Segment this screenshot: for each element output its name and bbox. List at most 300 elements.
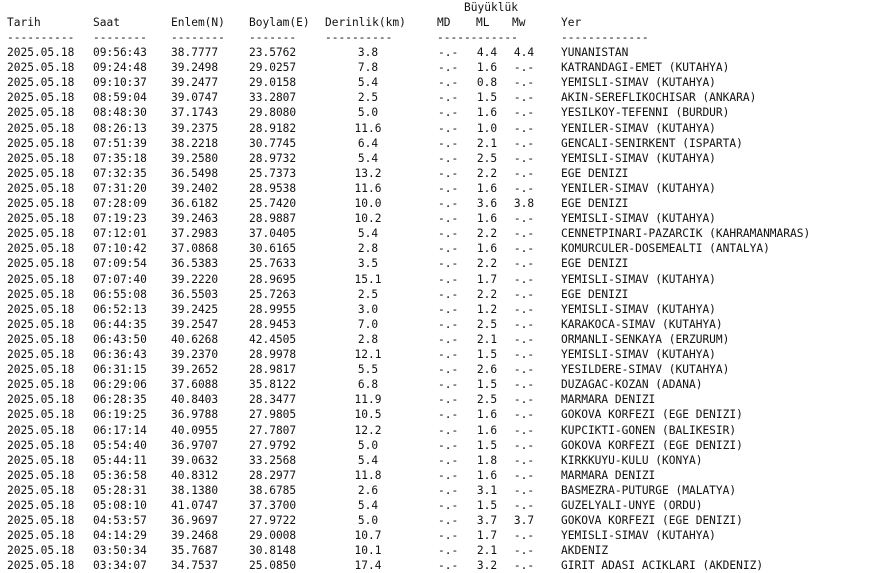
event-latitude: 40.8403 — [171, 393, 219, 407]
event-longitude: 38.6785 — [249, 483, 297, 497]
event-md: -.- — [438, 136, 459, 150]
event-location: KATRANDAGI-EMET (KUTAHYA) — [561, 61, 730, 75]
event-ml: 2.2 — [476, 287, 498, 301]
event-time: 06:36:43 — [93, 348, 147, 361]
event-md: -.- — [438, 499, 459, 512]
event-longitude: 25.0850 — [249, 559, 297, 573]
event-date: 2025.05.18 — [7, 332, 75, 346]
event-mw: -.- — [513, 61, 535, 75]
event-location: EGE DENIZI — [561, 197, 629, 210]
event-longitude: 42.4505 — [249, 332, 297, 346]
event-depth: 5.4 — [357, 151, 379, 165]
event-mw: -.- — [513, 136, 535, 150]
event-ml: 1.6 — [476, 181, 498, 195]
event-depth: 6.4 — [357, 136, 379, 150]
table-row — [0, 196, 883, 211]
event-mw: -.- — [513, 423, 535, 437]
event-latitude: 39.2580 — [171, 151, 219, 165]
event-date: 2025.05.18 — [7, 393, 75, 407]
event-time: 06:43:50 — [93, 332, 147, 346]
event-longitude: 33.2807 — [249, 91, 297, 105]
event-location: YEMISLI-SIMAV (KUTAHYA) — [561, 76, 716, 90]
header-date: Tarih — [7, 16, 41, 29]
event-time: 06:17:14 — [93, 423, 147, 437]
event-date: 2025.05.18 — [7, 121, 75, 135]
header-md: MD — [437, 16, 451, 29]
event-date: 2025.05.18 — [7, 317, 75, 331]
event-mw: -.- — [513, 499, 535, 512]
event-latitude: 38.2218 — [171, 136, 219, 150]
event-time: 06:55:08 — [93, 287, 147, 301]
event-mw: -.- — [513, 272, 535, 286]
table-row — [0, 558, 883, 573]
event-location: EGE DENIZI — [561, 287, 629, 301]
event-latitude: 36.9707 — [171, 438, 219, 452]
underline-longitude: ------- — [249, 31, 297, 44]
event-mw: -.- — [513, 332, 535, 346]
table-row — [0, 121, 883, 136]
event-mw: -.- — [513, 559, 535, 573]
column-header-row — [0, 15, 883, 30]
event-location: YESILKOY-TEFENNI (BURDUR) — [561, 106, 730, 120]
event-latitude: 39.2425 — [171, 302, 219, 316]
event-ml: 1.8 — [476, 453, 498, 467]
event-depth: 5.0 — [357, 438, 379, 452]
event-mw: 4.4 — [513, 46, 535, 59]
event-location: AKIN-SEREFLIKOCHISAR (ANKARA) — [561, 91, 757, 105]
event-ml: 1.5 — [476, 91, 498, 105]
event-latitude: 39.2547 — [171, 317, 219, 331]
table-row — [0, 423, 883, 438]
event-ml: 2.1 — [476, 544, 498, 558]
event-md: -.- — [438, 91, 459, 105]
event-time: 07:51:39 — [93, 136, 147, 150]
table-row — [0, 151, 883, 166]
event-date: 2025.05.18 — [7, 453, 75, 467]
event-longitude: 29.0158 — [249, 76, 297, 90]
event-time: 09:10:37 — [93, 76, 147, 90]
event-date: 2025.05.18 — [7, 227, 75, 241]
event-depth: 5.4 — [357, 227, 379, 241]
event-latitude: 40.8312 — [171, 468, 219, 482]
header-location: Yer — [561, 16, 582, 29]
event-md: -.- — [438, 257, 459, 271]
event-md: -.- — [438, 453, 459, 467]
event-mw: -.- — [513, 363, 535, 377]
event-latitude: 36.6182 — [171, 197, 219, 210]
header-ml: ML — [476, 16, 490, 29]
event-md: -.- — [438, 287, 459, 301]
event-depth: 11.8 — [354, 468, 382, 482]
event-md: -.- — [438, 106, 459, 120]
event-mw: -.- — [513, 227, 535, 241]
underline-depth: ---------- — [325, 31, 393, 44]
event-ml: 1.5 — [476, 348, 498, 361]
event-time: 07:19:23 — [93, 212, 147, 226]
event-time: 08:59:04 — [93, 91, 147, 105]
event-ml: 3.2 — [476, 559, 498, 573]
header-latitude: Enlem(N) — [171, 16, 225, 29]
event-latitude: 38.7777 — [171, 46, 219, 59]
table-row — [0, 528, 883, 543]
event-ml: 1.6 — [476, 423, 498, 437]
event-date: 2025.05.18 — [7, 272, 75, 286]
event-date: 2025.05.18 — [7, 438, 75, 452]
event-mw: -.- — [513, 257, 535, 271]
event-longitude: 27.9722 — [249, 514, 297, 528]
event-location: ORMANLI-SENKAYA (ERZURUM) — [561, 332, 730, 346]
event-ml: 1.0 — [476, 121, 498, 135]
event-longitude: 35.8122 — [249, 378, 297, 392]
event-location: BASMEZRA-PUTURGE (MALATYA) — [561, 483, 737, 497]
event-depth: 5.4 — [357, 499, 379, 512]
event-depth: 3.0 — [357, 302, 379, 316]
event-ml: 0.8 — [476, 76, 498, 90]
event-latitude: 36.9697 — [171, 514, 219, 528]
event-depth: 10.5 — [354, 408, 382, 422]
event-location: GIRIT ADASI ACIKLARI (AKDENIZ) — [561, 559, 764, 573]
event-depth: 3.8 — [357, 46, 379, 59]
event-date: 2025.05.18 — [7, 348, 75, 361]
event-latitude: 39.2477 — [171, 76, 219, 90]
event-ml: 1.5 — [476, 378, 498, 392]
event-time: 06:52:13 — [93, 302, 147, 316]
event-time: 03:50:34 — [93, 544, 147, 558]
event-mw: -.- — [513, 166, 535, 180]
underline-date: ---------- — [7, 31, 75, 44]
event-location: YEMISLI-SIMAV (KUTAHYA) — [561, 272, 716, 286]
table-row — [0, 513, 883, 528]
event-location: YESILDERE-SIMAV (KUTAHYA) — [561, 363, 730, 377]
event-mw: -.- — [513, 378, 535, 392]
event-depth: 13.2 — [354, 166, 382, 180]
event-date: 2025.05.18 — [7, 423, 75, 437]
event-depth: 10.7 — [354, 529, 382, 543]
event-longitude: 25.7420 — [249, 197, 297, 210]
event-latitude: 36.5503 — [171, 287, 219, 301]
event-longitude: 28.9817 — [249, 363, 297, 377]
event-md: -.- — [438, 363, 459, 377]
header-depth: Derinlik(km) — [325, 16, 406, 29]
event-location: YUNANISTAN — [561, 46, 629, 59]
table-row — [0, 483, 883, 498]
event-depth: 17.4 — [354, 559, 382, 573]
table-row — [0, 60, 883, 75]
event-md: -.- — [438, 348, 459, 361]
event-mw: -.- — [513, 317, 535, 331]
event-date: 2025.05.18 — [7, 106, 75, 120]
event-time: 07:31:20 — [93, 181, 147, 195]
table-row — [0, 136, 883, 151]
event-ml: 2.5 — [476, 317, 498, 331]
event-ml: 2.2 — [476, 227, 498, 241]
underline-magnitude: ------------ — [437, 31, 518, 44]
event-depth: 7.0 — [357, 317, 379, 331]
event-ml: 1.6 — [476, 106, 498, 120]
event-longitude: 23.5762 — [249, 46, 297, 59]
event-longitude: 28.9182 — [249, 121, 297, 135]
event-md: -.- — [438, 317, 459, 331]
table-row — [0, 287, 883, 302]
event-md: -.- — [438, 378, 459, 392]
event-date: 2025.05.18 — [7, 287, 75, 301]
event-time: 06:44:35 — [93, 317, 147, 331]
event-md: -.- — [438, 468, 459, 482]
header-mw: Mw — [512, 16, 526, 29]
event-longitude: 29.0008 — [249, 529, 297, 543]
event-md: -.- — [438, 529, 459, 543]
event-time: 07:28:09 — [93, 197, 147, 210]
event-depth: 2.8 — [357, 332, 379, 346]
event-longitude: 33.2568 — [249, 453, 297, 467]
event-location: YEMISLI-SIMAV (KUTAHYA) — [561, 212, 716, 226]
event-mw: -.- — [513, 287, 535, 301]
event-md: -.- — [438, 423, 459, 437]
event-ml: 2.6 — [476, 363, 498, 377]
event-location: GOKOVA KORFEZI (EGE DENIZI) — [561, 514, 743, 528]
event-latitude: 39.2468 — [171, 529, 219, 543]
event-latitude: 37.1743 — [171, 106, 219, 120]
event-time: 06:28:35 — [93, 393, 147, 407]
event-latitude: 39.2402 — [171, 181, 219, 195]
event-mw: -.- — [513, 76, 535, 90]
table-row — [0, 105, 883, 120]
event-location: EGE DENIZI — [561, 257, 629, 271]
event-location: KUPCIKTI-GONEN (BALIKESIR) — [561, 423, 737, 437]
event-location: GUZELYALI-UNYE (ORDU) — [561, 499, 703, 512]
event-mw: -.- — [513, 453, 535, 467]
event-mw: -.- — [513, 106, 535, 120]
header-longitude: Boylam(E) — [249, 16, 310, 29]
event-time: 07:35:18 — [93, 151, 147, 165]
event-ml: 2.5 — [476, 151, 498, 165]
event-date: 2025.05.18 — [7, 242, 75, 256]
event-mw: -.- — [513, 483, 535, 497]
event-location: MARMARA DENIZI — [561, 468, 656, 482]
event-location: GENCALI-SENIRKENT (ISPARTA) — [561, 136, 743, 150]
event-time: 08:48:30 — [93, 106, 147, 120]
event-ml: 3.6 — [476, 197, 498, 210]
event-date: 2025.05.18 — [7, 529, 75, 543]
event-date: 2025.05.18 — [7, 257, 75, 271]
event-ml: 1.6 — [476, 212, 498, 226]
event-date: 2025.05.18 — [7, 302, 75, 316]
event-ml: 4.4 — [476, 46, 498, 59]
event-latitude: 40.6268 — [171, 332, 219, 346]
event-mw: -.- — [513, 91, 535, 105]
event-ml: 1.2 — [476, 302, 498, 316]
event-location: KIRKKUYU-KULU (KONYA) — [561, 453, 703, 467]
event-date: 2025.05.18 — [7, 483, 75, 497]
event-md: -.- — [438, 332, 459, 346]
event-mw: -.- — [513, 212, 535, 226]
table-row — [0, 468, 883, 483]
event-time: 05:36:58 — [93, 468, 147, 482]
event-md: -.- — [438, 302, 459, 316]
event-depth: 10.0 — [354, 197, 382, 210]
event-depth: 10.1 — [354, 544, 382, 558]
event-md: -.- — [438, 272, 459, 286]
table-row — [0, 302, 883, 317]
event-longitude: 25.7373 — [249, 166, 297, 180]
event-time: 07:12:01 — [93, 227, 147, 241]
event-longitude: 29.0257 — [249, 61, 297, 75]
event-longitude: 28.9695 — [249, 272, 297, 286]
table-row — [0, 241, 883, 256]
event-time: 05:54:40 — [93, 438, 147, 452]
event-time: 03:34:07 — [93, 559, 147, 573]
table-row — [0, 226, 883, 241]
event-ml: 3.1 — [476, 483, 498, 497]
event-ml: 3.7 — [476, 514, 498, 528]
event-time: 08:26:13 — [93, 121, 147, 135]
event-mw: 3.8 — [513, 197, 535, 210]
event-date: 2025.05.18 — [7, 212, 75, 226]
event-location: KARAKOCA-SIMAV (KUTAHYA) — [561, 317, 723, 331]
event-longitude: 27.7807 — [249, 423, 297, 437]
event-latitude: 39.2463 — [171, 212, 219, 226]
event-date: 2025.05.18 — [7, 91, 75, 105]
event-time: 06:29:06 — [93, 378, 147, 392]
event-mw: -.- — [513, 151, 535, 165]
event-latitude: 37.6088 — [171, 378, 219, 392]
event-md: -.- — [438, 514, 459, 528]
table-row — [0, 317, 883, 332]
event-md: -.- — [438, 46, 459, 59]
event-md: -.- — [438, 76, 459, 90]
event-longitude: 37.3700 — [249, 499, 297, 512]
event-date: 2025.05.18 — [7, 468, 75, 482]
event-depth: 2.8 — [357, 242, 379, 256]
event-latitude: 35.7687 — [171, 544, 219, 558]
event-location: CENNETPINARI-PAZARCIK (KAHRAMANMARAS) — [561, 227, 811, 241]
table-row — [0, 362, 883, 377]
event-md: -.- — [438, 197, 459, 210]
event-longitude: 37.0405 — [249, 227, 297, 241]
event-date: 2025.05.18 — [7, 514, 75, 528]
event-mw: 3.7 — [513, 514, 535, 528]
event-latitude: 39.2370 — [171, 348, 219, 361]
event-depth: 2.5 — [357, 91, 379, 105]
event-md: -.- — [438, 559, 459, 573]
event-date: 2025.05.18 — [7, 544, 75, 558]
event-mw: -.- — [513, 468, 535, 482]
header-time: Saat — [93, 16, 120, 29]
event-ml: 1.5 — [476, 438, 498, 452]
event-depth: 3.5 — [357, 257, 379, 271]
event-depth: 5.5 — [357, 363, 379, 377]
table-row — [0, 90, 883, 105]
event-depth: 12.2 — [354, 423, 382, 437]
event-longitude: 30.8148 — [249, 544, 297, 558]
underline-latitude: -------- — [171, 31, 225, 44]
event-latitude: 36.9788 — [171, 408, 219, 422]
event-ml: 2.2 — [476, 257, 498, 271]
event-latitude: 39.2220 — [171, 272, 219, 286]
event-ml: 2.2 — [476, 166, 498, 180]
event-md: -.- — [438, 181, 459, 195]
event-longitude: 25.7633 — [249, 257, 297, 271]
event-latitude: 37.2983 — [171, 227, 219, 241]
event-time: 09:24:48 — [93, 61, 147, 75]
event-longitude: 28.9453 — [249, 317, 297, 331]
event-date: 2025.05.18 — [7, 61, 75, 75]
event-latitude: 39.2375 — [171, 121, 219, 135]
event-md: -.- — [438, 61, 459, 75]
event-md: -.- — [438, 242, 459, 256]
event-longitude: 28.2977 — [249, 468, 297, 482]
event-date: 2025.05.18 — [7, 363, 75, 377]
event-location: DUZAGAC-KOZAN (ADANA) — [561, 378, 703, 392]
event-longitude: 30.7745 — [249, 136, 297, 150]
event-latitude: 36.5498 — [171, 166, 219, 180]
event-md: -.- — [438, 393, 459, 407]
event-depth: 15.1 — [354, 272, 382, 286]
event-latitude: 37.0868 — [171, 242, 219, 256]
event-depth: 5.0 — [357, 106, 379, 120]
event-depth: 12.1 — [354, 348, 382, 361]
event-latitude: 40.0955 — [171, 423, 219, 437]
event-location: YEMISLI-SIMAV (KUTAHYA) — [561, 151, 716, 165]
event-ml: 1.6 — [476, 61, 498, 75]
event-longitude: 25.7263 — [249, 287, 297, 301]
event-md: -.- — [438, 121, 459, 135]
table-row — [0, 332, 883, 347]
table-row — [0, 438, 883, 453]
event-location: MARMARA DENIZI — [561, 393, 656, 407]
table-row — [0, 543, 883, 558]
magnitude-group-title: Büyüklük — [464, 1, 518, 14]
event-md: -.- — [438, 151, 459, 165]
event-longitude: 28.3477 — [249, 393, 297, 407]
event-longitude: 27.9805 — [249, 408, 297, 422]
table-row — [0, 45, 883, 60]
event-md: -.- — [438, 212, 459, 226]
event-latitude: 38.1380 — [171, 483, 219, 497]
event-date: 2025.05.18 — [7, 499, 75, 512]
event-location: KOMURCULER-DOSEMEALTI (ANTALYA) — [561, 242, 770, 256]
column-underline-row — [0, 30, 883, 45]
event-mw: -.- — [513, 393, 535, 407]
event-ml: 2.1 — [476, 332, 498, 346]
event-mw: -.- — [513, 302, 535, 316]
event-longitude: 27.9792 — [249, 438, 297, 452]
event-depth: 2.5 — [357, 287, 379, 301]
event-depth: 11.6 — [354, 181, 382, 195]
table-row — [0, 392, 883, 407]
event-md: -.- — [438, 227, 459, 241]
event-location: GOKOVA KORFEZI (EGE DENIZI) — [561, 408, 743, 422]
event-ml: 1.6 — [476, 468, 498, 482]
table-row — [0, 377, 883, 392]
table-row — [0, 75, 883, 90]
event-longitude: 30.6165 — [249, 242, 297, 256]
event-mw: -.- — [513, 408, 535, 422]
table-row — [0, 166, 883, 181]
event-date: 2025.05.18 — [7, 151, 75, 165]
event-mw: -.- — [513, 529, 535, 543]
event-latitude: 36.5383 — [171, 257, 219, 271]
event-time: 07:10:42 — [93, 242, 147, 256]
event-date: 2025.05.18 — [7, 559, 75, 573]
event-depth: 7.8 — [357, 61, 379, 75]
table-row — [0, 498, 883, 513]
event-depth: 11.9 — [354, 393, 382, 407]
event-date: 2025.05.18 — [7, 408, 75, 422]
event-longitude: 28.9538 — [249, 181, 297, 195]
event-depth: 5.4 — [357, 453, 379, 467]
event-date: 2025.05.18 — [7, 181, 75, 195]
